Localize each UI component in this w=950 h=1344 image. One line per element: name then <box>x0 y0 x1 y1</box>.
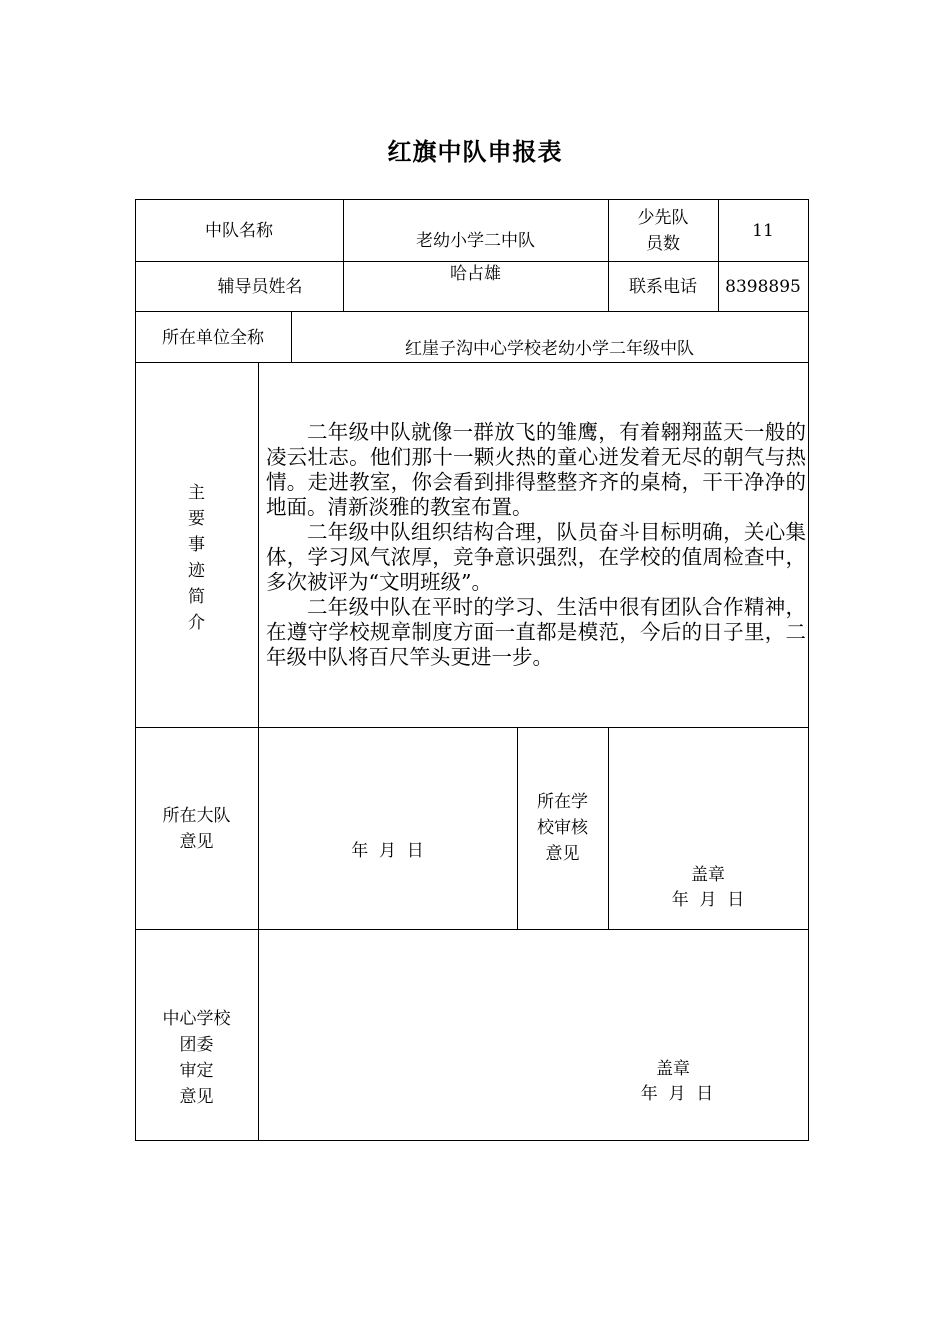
school-review-label <box>517 788 608 868</box>
member-count-label-line1: 少先队 <box>637 208 689 228</box>
member-count-value: 11 <box>752 220 774 241</box>
school-review-seal: 盖章 <box>691 865 725 885</box>
deeds-label-char: 主 <box>188 483 205 503</box>
phone-value: 8398895 <box>725 276 801 297</box>
counselor-value: 哈占雄 <box>450 263 501 284</box>
row-divider <box>135 311 809 312</box>
central-school-label-line2: 团委 <box>179 1035 214 1055</box>
central-school-label-line4: 意见 <box>179 1087 214 1107</box>
deeds-text <box>266 420 806 670</box>
deeds-paragraph: 二年级中队就像一群放飞的雏鹰，有着翱翔蓝天一般的凌云壮志。他们那十一颗火热的童心迸发着无尽的朝气与热情。走进教室，你会看到排得整整齐齐的桌椅，干干净净的地面。清新淡雅的教室布置。 <box>266 420 806 519</box>
brigade-label-line1: 所在大队 <box>162 806 231 826</box>
table-border-top <box>135 199 809 200</box>
squad-name-label: 中队名称 <box>205 220 273 241</box>
squad-name-value: 老幼小学二中队 <box>416 230 535 251</box>
deeds-label <box>135 480 258 636</box>
central-school-label-line3: 审定 <box>179 1061 214 1081</box>
page-title: 红旗中队申报表 <box>387 138 563 166</box>
school-review-label-line3: 意见 <box>545 844 580 864</box>
deeds-label-char: 简 <box>188 587 205 607</box>
table-border-right <box>808 199 809 1141</box>
school-review-label-line2: 校审核 <box>537 818 588 838</box>
deeds-paragraph: 二年级中队组织结构合理，队员奋斗目标明确，关心集体，学习风气浓厚，竞争意识强烈，在学校的值周检查中，多次被评为“文明班级”。 <box>266 520 806 594</box>
unit-label: 所在单位全称 <box>162 327 264 348</box>
deeds-label-char: 迹 <box>188 561 205 581</box>
row-divider <box>135 929 809 930</box>
unit-value: 红崖子沟中心学校老幼小学二年级中队 <box>405 338 694 359</box>
central-school-label <box>135 1006 258 1110</box>
school-review-date: 年 月 日 <box>671 890 745 910</box>
brigade-date: 年 月 日 <box>351 840 424 861</box>
deeds-label-char: 事 <box>188 535 205 555</box>
central-school-date: 年 月 日 <box>640 1084 714 1104</box>
row-divider <box>135 727 809 728</box>
phone-label: 联系电话 <box>629 276 697 297</box>
member-count-label-line2: 员数 <box>646 234 680 254</box>
deeds-label-char: 介 <box>188 613 205 633</box>
central-school-seal: 盖章 <box>656 1059 690 1079</box>
school-review-label-line1: 所在学 <box>537 792 588 812</box>
member-count-label <box>608 203 718 259</box>
brigade-label-line2: 意见 <box>179 832 214 852</box>
central-school-label-line1: 中心学校 <box>162 1009 231 1029</box>
deeds-paragraph: 二年级中队在平时的学习、生活中很有团队合作精神，在遵守学校规章制度方面一直都是模范，今后的日子里，二年级中队将百尺竿头更进一步。 <box>266 595 806 669</box>
brigade-opinion-label <box>135 802 258 856</box>
counselor-label: 辅导员姓名 <box>217 276 303 297</box>
table-border-bottom <box>135 1140 809 1141</box>
col-divider <box>258 362 259 1140</box>
deeds-label-char: 要 <box>188 509 205 529</box>
